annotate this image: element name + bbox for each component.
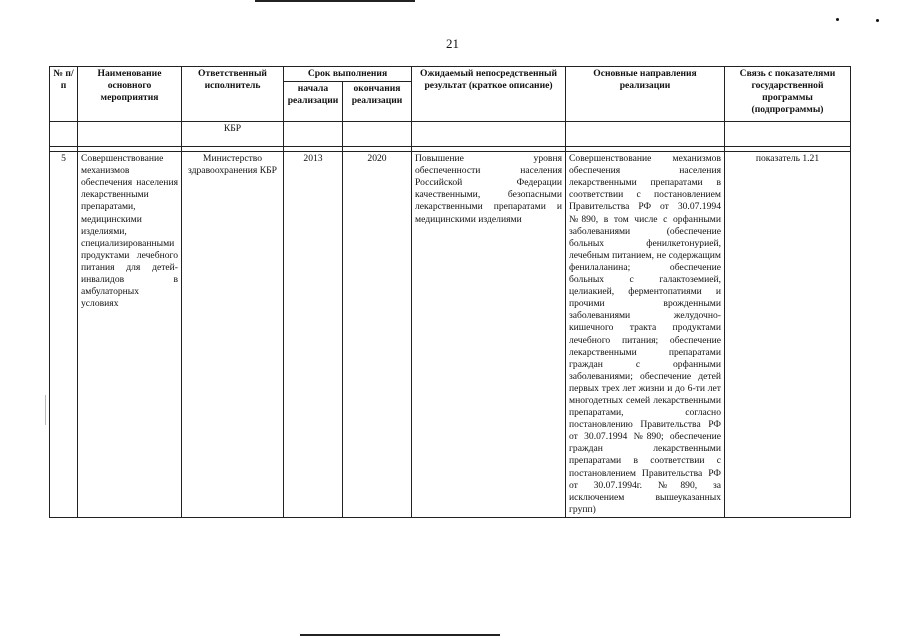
scan-artifact-bottom: [300, 634, 500, 636]
header-term-start: начала реализации: [284, 82, 343, 122]
continuation-row: [50, 122, 851, 147]
row-responsible: Министерство здравоохранения КБР: [182, 152, 284, 518]
continuation-responsible: КБР: [182, 122, 284, 147]
header-result: Ожидаемый непосредственный результат (краткое описание): [412, 67, 566, 122]
header-row: [50, 67, 851, 82]
row-directions: Совершенствование механизмов обеспечения населения лекарственными препаратами в соответствии с постановлением Правительства РФ от 30.07.1994 №890, в том числе с орфанными заболеваниями (обеспечение больных фенилкетонурией, лечебным питанием, не содержащим фенилаланина; обеспечение больных с галактоземией, целиакией, ферментопатиями и прочими врожденными заболеваниями желудочно-кишечного тракта продуктами лечебного питания; обеспечение лекарственными препаратами граждан с орфанными заболеваниями; обеспечение детей первых трех лет жизни и до 6-ти лет многодетных семей лекарственными препаратами, согласно постановлению Правительства РФ от 30.07.1994 №890; обеспечение граждан лекарственными препаратами в соответствии с постановлением Правительства РФ от 30.07.1994г. №890, за исключением вышеуказанных групп): [566, 152, 725, 518]
scan-dot: [876, 19, 879, 22]
header-link: Связь с показателями государственной программы (подпрограммы): [725, 67, 851, 122]
row-result: Повышение уровня обеспеченности населения Российской Федерации качественными, безопасными лекарственными препаратами и медицинскими изделиями: [412, 152, 566, 518]
row-num: 5: [50, 152, 78, 518]
row-name: Совершенствование механизмов обеспечения населения лекарственными препаратами, медицинскими изделиями, специализированными продуктами лечебного питания для детей-инвалидов в амбулаторных условиях: [78, 152, 182, 518]
scan-dot: [836, 18, 839, 21]
header-term: Срок выполнения: [284, 67, 412, 82]
header-directions: Основные направления реализации: [566, 67, 725, 122]
header-term-end: окончания реализации: [343, 82, 412, 122]
row-start: 2013: [284, 152, 343, 518]
measures-table: [49, 66, 851, 518]
page-number: 21: [446, 36, 459, 51]
scan-artifact-top: [255, 0, 415, 2]
header-name: Наименование основного мероприятия: [78, 67, 182, 122]
row-link: показатель 1.21: [725, 152, 851, 518]
header-num: № п/п: [50, 67, 78, 122]
header-responsible: Ответственный исполнитель: [182, 67, 284, 122]
margin-mark: [45, 395, 46, 425]
table-row: [50, 152, 851, 518]
row-end: 2020: [343, 152, 412, 518]
